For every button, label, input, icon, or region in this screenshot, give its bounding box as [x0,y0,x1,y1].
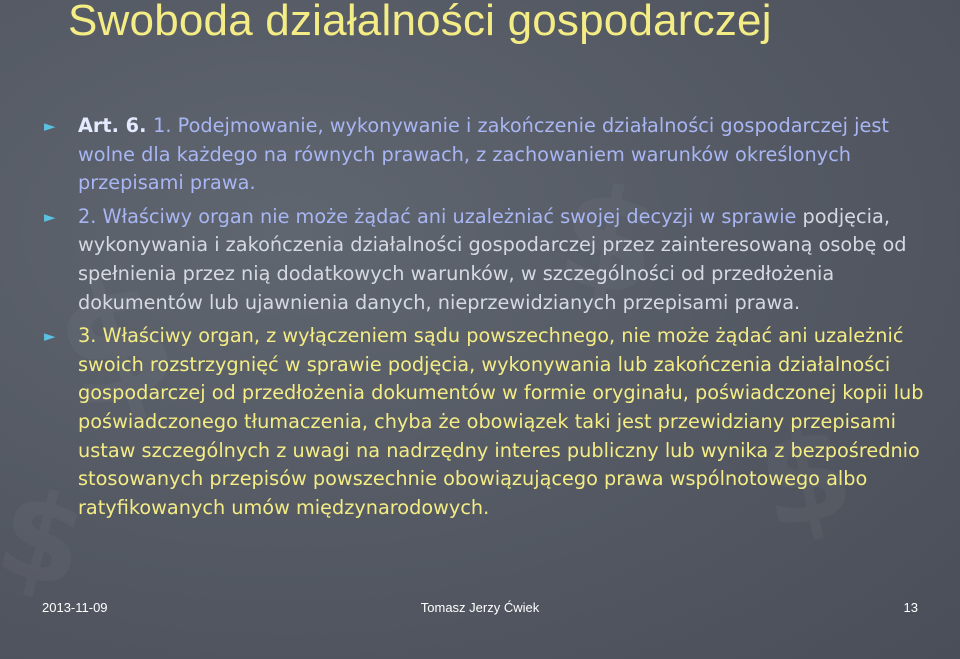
footer-author: Tomasz Jerzy Ćwiek [420,600,540,615]
slide-content [44,112,924,524]
footer-page-number: 13 [903,600,918,615]
triangle-right-bullet-icon: ► [44,207,56,226]
paragraph-2-text-rest: podjęcia, wykonywania i zakończenia działalności gospodarczej przez zainteresowaną osobę od spełnienia przez nią dodatkowych warunków, w szczególności od przedłożenia dokumentów lub ujawnienia danych, nieprzewidzianych przepisami prawa. [78,204,907,314]
article-label: Art. 6. [78,114,154,137]
slide-title: Swoboda działalności gospodarczej [68,0,772,45]
paragraph-1-text: 1. Podejmowanie, wykonywanie i zakończenie działalności gospodarczej jest wolne dla każdego na równych prawach, z zachowaniem warunków określonych przepisami prawa. [78,114,889,195]
paragraph-2-text-start: 2. Właściwy organ nie może żądać ani uzależniać swojej decyzji w sprawie [78,204,803,228]
triangle-right-bullet-icon: ► [44,117,56,135]
bullet-item-2 [44,203,924,317]
bullet-item-1 [44,112,924,198]
footer-date: 2013-11-09 [42,600,108,615]
bullet-item-3 [44,322,924,522]
triangle-right-bullet-icon: ► [44,327,56,346]
paragraph-3-text: 3. Właściwy organ, z wyłączeniem sądu powszechnego, nie może żądać ani uzależnić swoich rozstrzygnięć w sprawie podjęcia, wykonywania lub zakończenia działalności gospodarczej od przedłożenia dokumentów w formie oryginału, poświadczonej kopii lub poświadczonego tłumaczenia, chyba że obowiązek taki jest przewidziany przepisami ustaw szczególnych z uwagi na nadrzędny interes publiczny lub wynika z bezpośrednio stosowanych przepisów powszechnie obowiązującego prawa wspólnotowego albo ratyfikowanych umów międzynarodowych. [78,324,924,519]
